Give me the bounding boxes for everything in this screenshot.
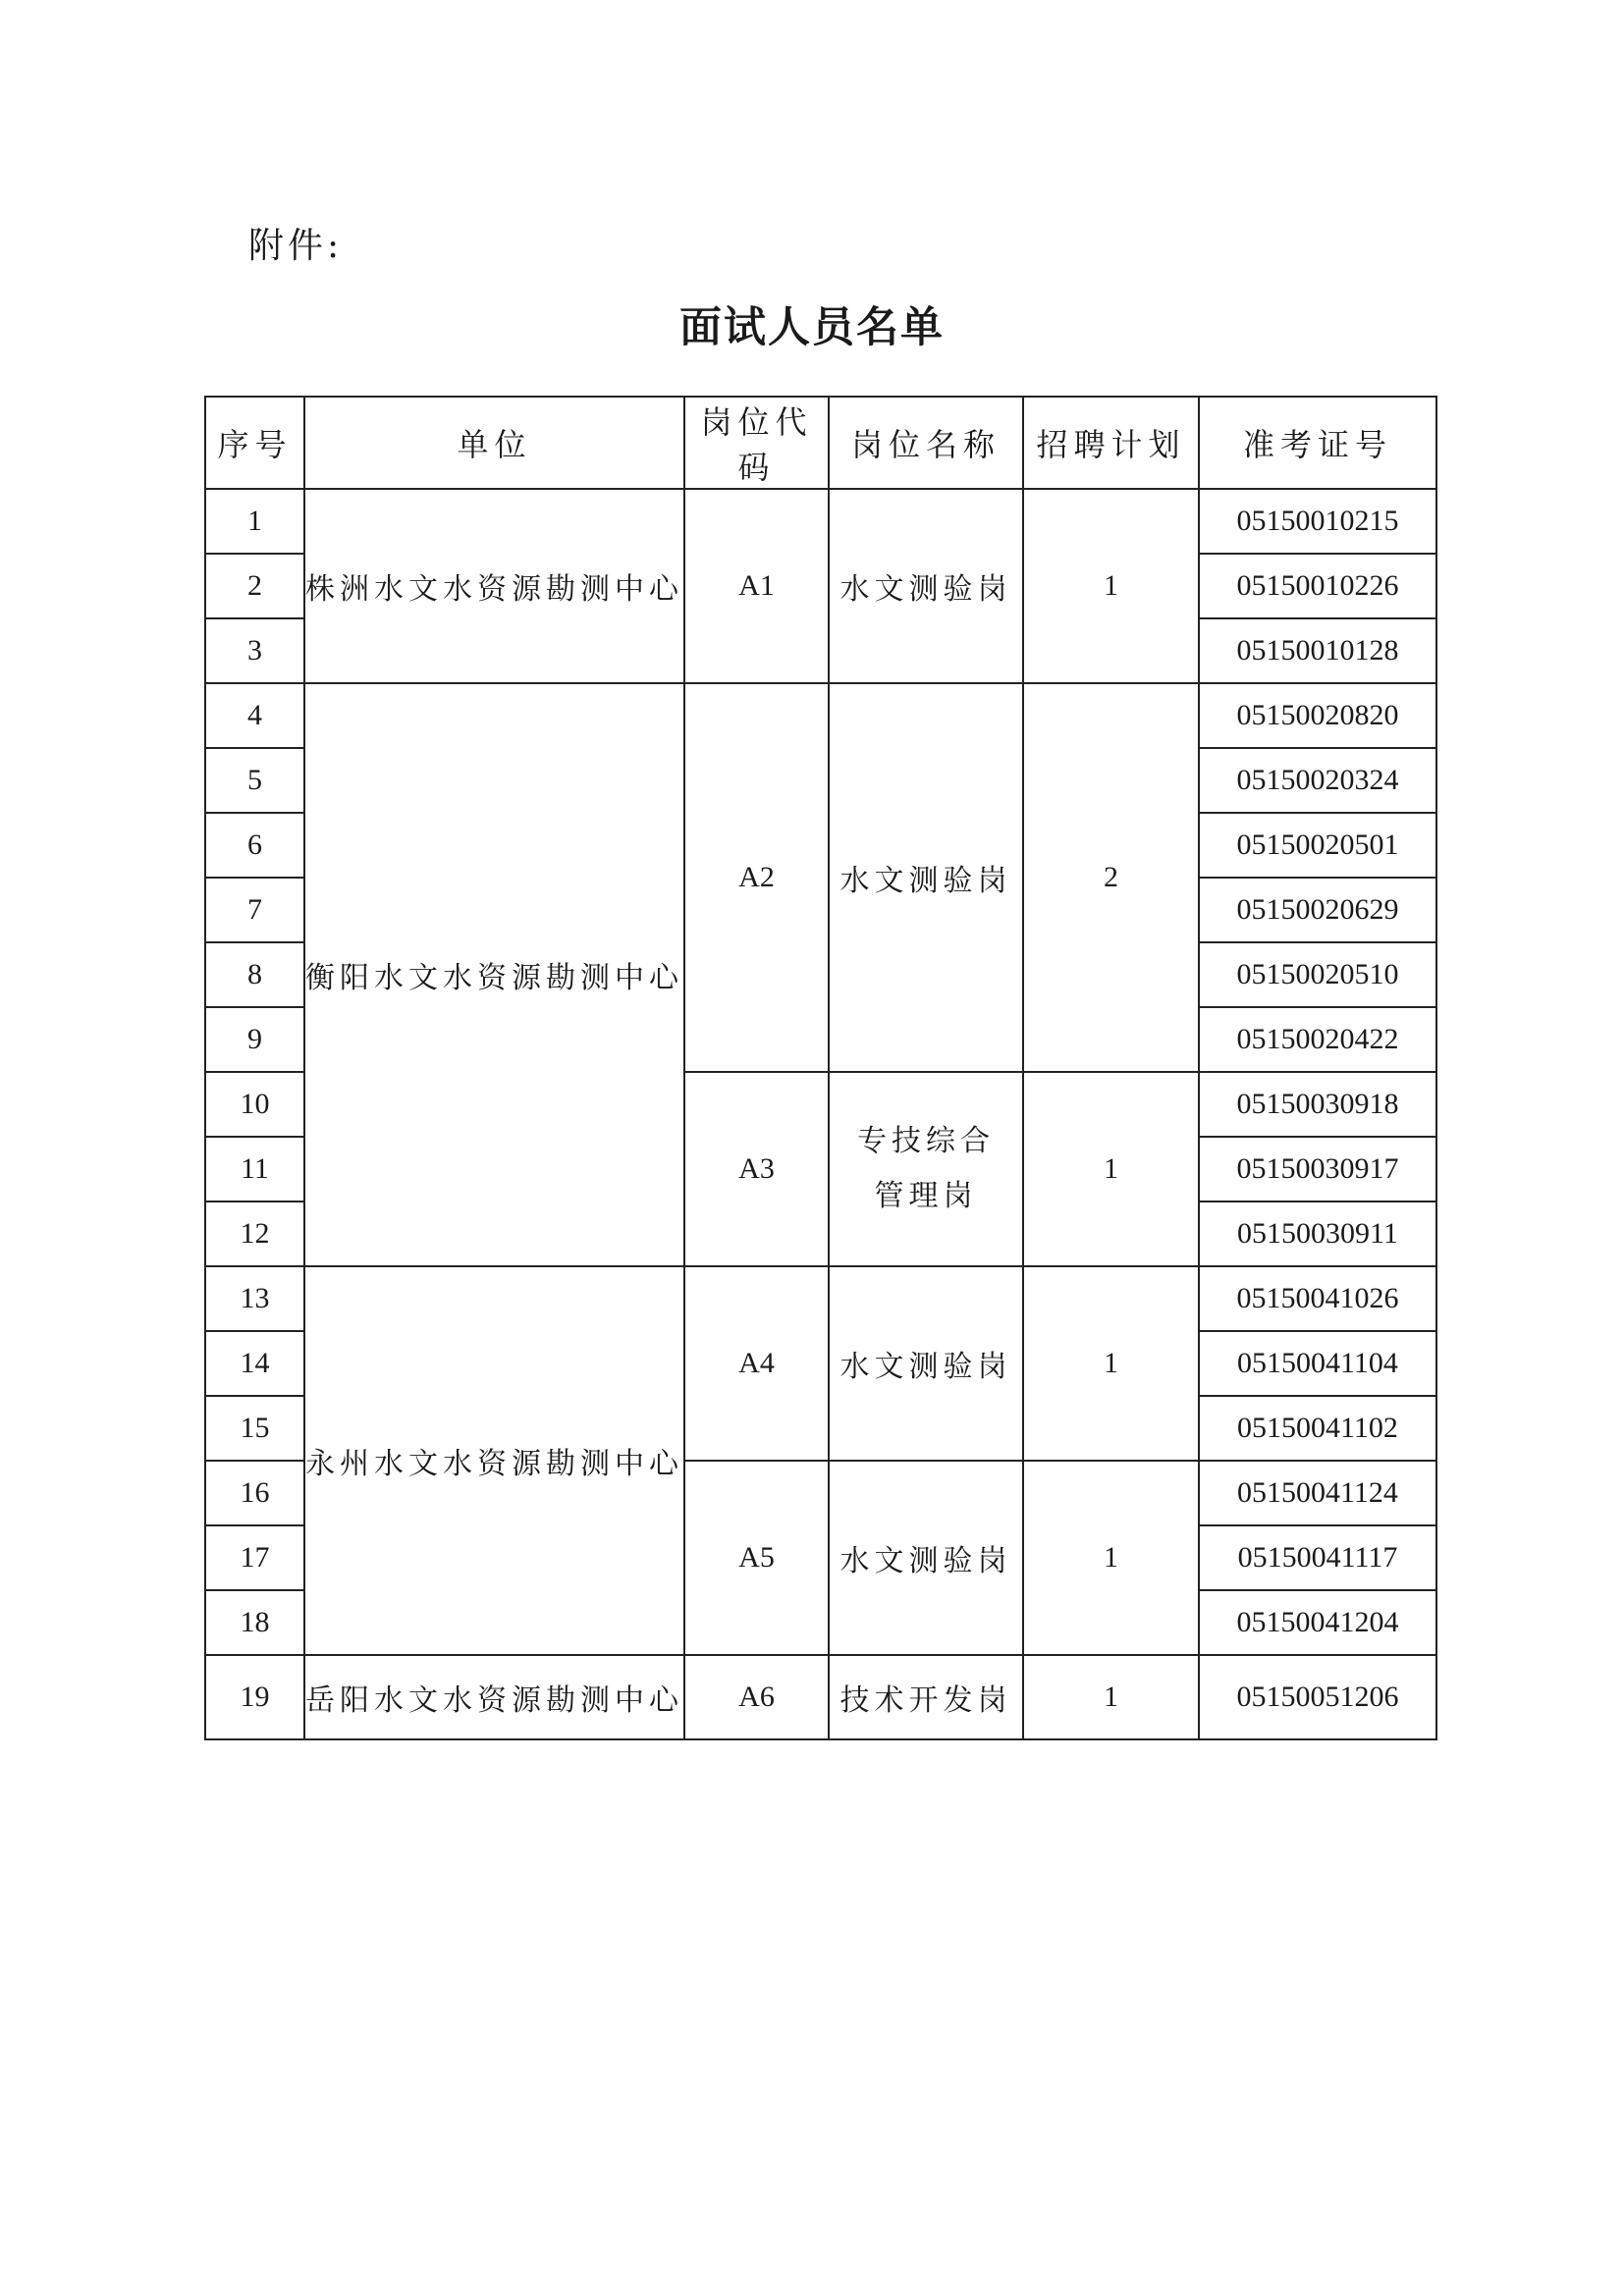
ticket-number: 05150041117 [1199,1525,1436,1590]
row-seq: 15 [205,1396,304,1461]
row-seq: 3 [205,618,304,683]
plan-cell: 2 [1023,683,1199,1072]
ticket-number: 05150020324 [1199,748,1436,813]
header-plan: 招聘计划 [1023,397,1199,489]
header-post-name: 岗位名称 [829,397,1023,489]
page-title: 面试人员名单 [679,303,945,352]
row-seq: 11 [205,1137,304,1201]
post-name-cell [829,1072,1023,1266]
unit-cell: 衡阳水文水资源勘测中心 [304,683,684,1266]
row-seq: 17 [205,1525,304,1590]
table-row [205,1266,1436,1331]
ticket-number: 05150020422 [1199,1007,1436,1072]
plan-cell: 1 [1023,1655,1199,1739]
ticket-number: 05150041102 [1199,1396,1436,1461]
header-post-code: 岗位代码 [684,397,829,489]
header-unit: 单位 [304,397,684,489]
unit-cell: 岳阳水文水资源勘测中心 [304,1655,684,1739]
row-seq: 4 [205,683,304,748]
post-name-cell: 技术开发岗 [829,1655,1023,1739]
ticket-number: 05150020629 [1199,878,1436,942]
unit-cell: 永州水文水资源勘测中心 [304,1266,684,1655]
post-name-cell: 水文测验岗 [829,1266,1023,1461]
row-seq: 9 [205,1007,304,1072]
ticket-number: 05150020820 [1199,683,1436,748]
post-name-cell: 水文测验岗 [829,1461,1023,1655]
row-seq: 13 [205,1266,304,1331]
ticket-number: 05150041204 [1199,1590,1436,1655]
ticket-number: 05150051206 [1199,1655,1436,1739]
header-ticket: 准考证号 [1199,397,1436,489]
plan-cell: 1 [1023,1461,1199,1655]
interview-roster-table [204,396,1437,1740]
row-seq: 2 [205,554,304,618]
post-code-cell: A3 [684,1072,829,1266]
post-code-cell: A1 [684,489,829,683]
plan-cell: 1 [1023,489,1199,683]
row-seq: 18 [205,1590,304,1655]
table-row [205,1655,1436,1739]
post-name-line: 专技综合 [857,1124,995,1158]
attachment-label: 附件: [248,226,344,266]
ticket-number: 05150010215 [1199,489,1436,554]
plan-cell: 1 [1023,1072,1199,1266]
ticket-number: 05150010226 [1199,554,1436,618]
table-row [205,683,1436,748]
row-seq: 12 [205,1201,304,1266]
unit-cell: 株洲水文水资源勘测中心 [304,489,684,683]
table-row [205,489,1436,554]
row-seq: 14 [205,1331,304,1396]
ticket-number: 05150041124 [1199,1461,1436,1525]
post-code-cell: A5 [684,1461,829,1655]
table-header-row [205,397,1436,489]
ticket-number: 05150041026 [1199,1266,1436,1331]
ticket-number: 05150010128 [1199,618,1436,683]
ticket-number: 05150041104 [1199,1331,1436,1396]
row-seq: 8 [205,942,304,1007]
post-code-cell: A6 [684,1655,829,1739]
post-code-cell: A4 [684,1266,829,1461]
row-seq: 7 [205,878,304,942]
post-name-cell: 水文测验岗 [829,489,1023,683]
post-name-cell: 水文测验岗 [829,683,1023,1072]
row-seq: 6 [205,813,304,878]
ticket-number: 05150020510 [1199,942,1436,1007]
ticket-number: 05150030911 [1199,1201,1436,1266]
plan-cell: 1 [1023,1266,1199,1461]
ticket-number: 05150030917 [1199,1137,1436,1201]
row-seq: 16 [205,1461,304,1525]
post-code-cell: A2 [684,683,829,1072]
row-seq: 10 [205,1072,304,1137]
row-seq: 1 [205,489,304,554]
header-seq: 序号 [205,397,304,489]
ticket-number: 05150030918 [1199,1072,1436,1137]
row-seq: 5 [205,748,304,813]
post-name-line: 管理岗 [874,1179,978,1213]
ticket-number: 05150020501 [1199,813,1436,878]
row-seq: 19 [205,1655,304,1739]
